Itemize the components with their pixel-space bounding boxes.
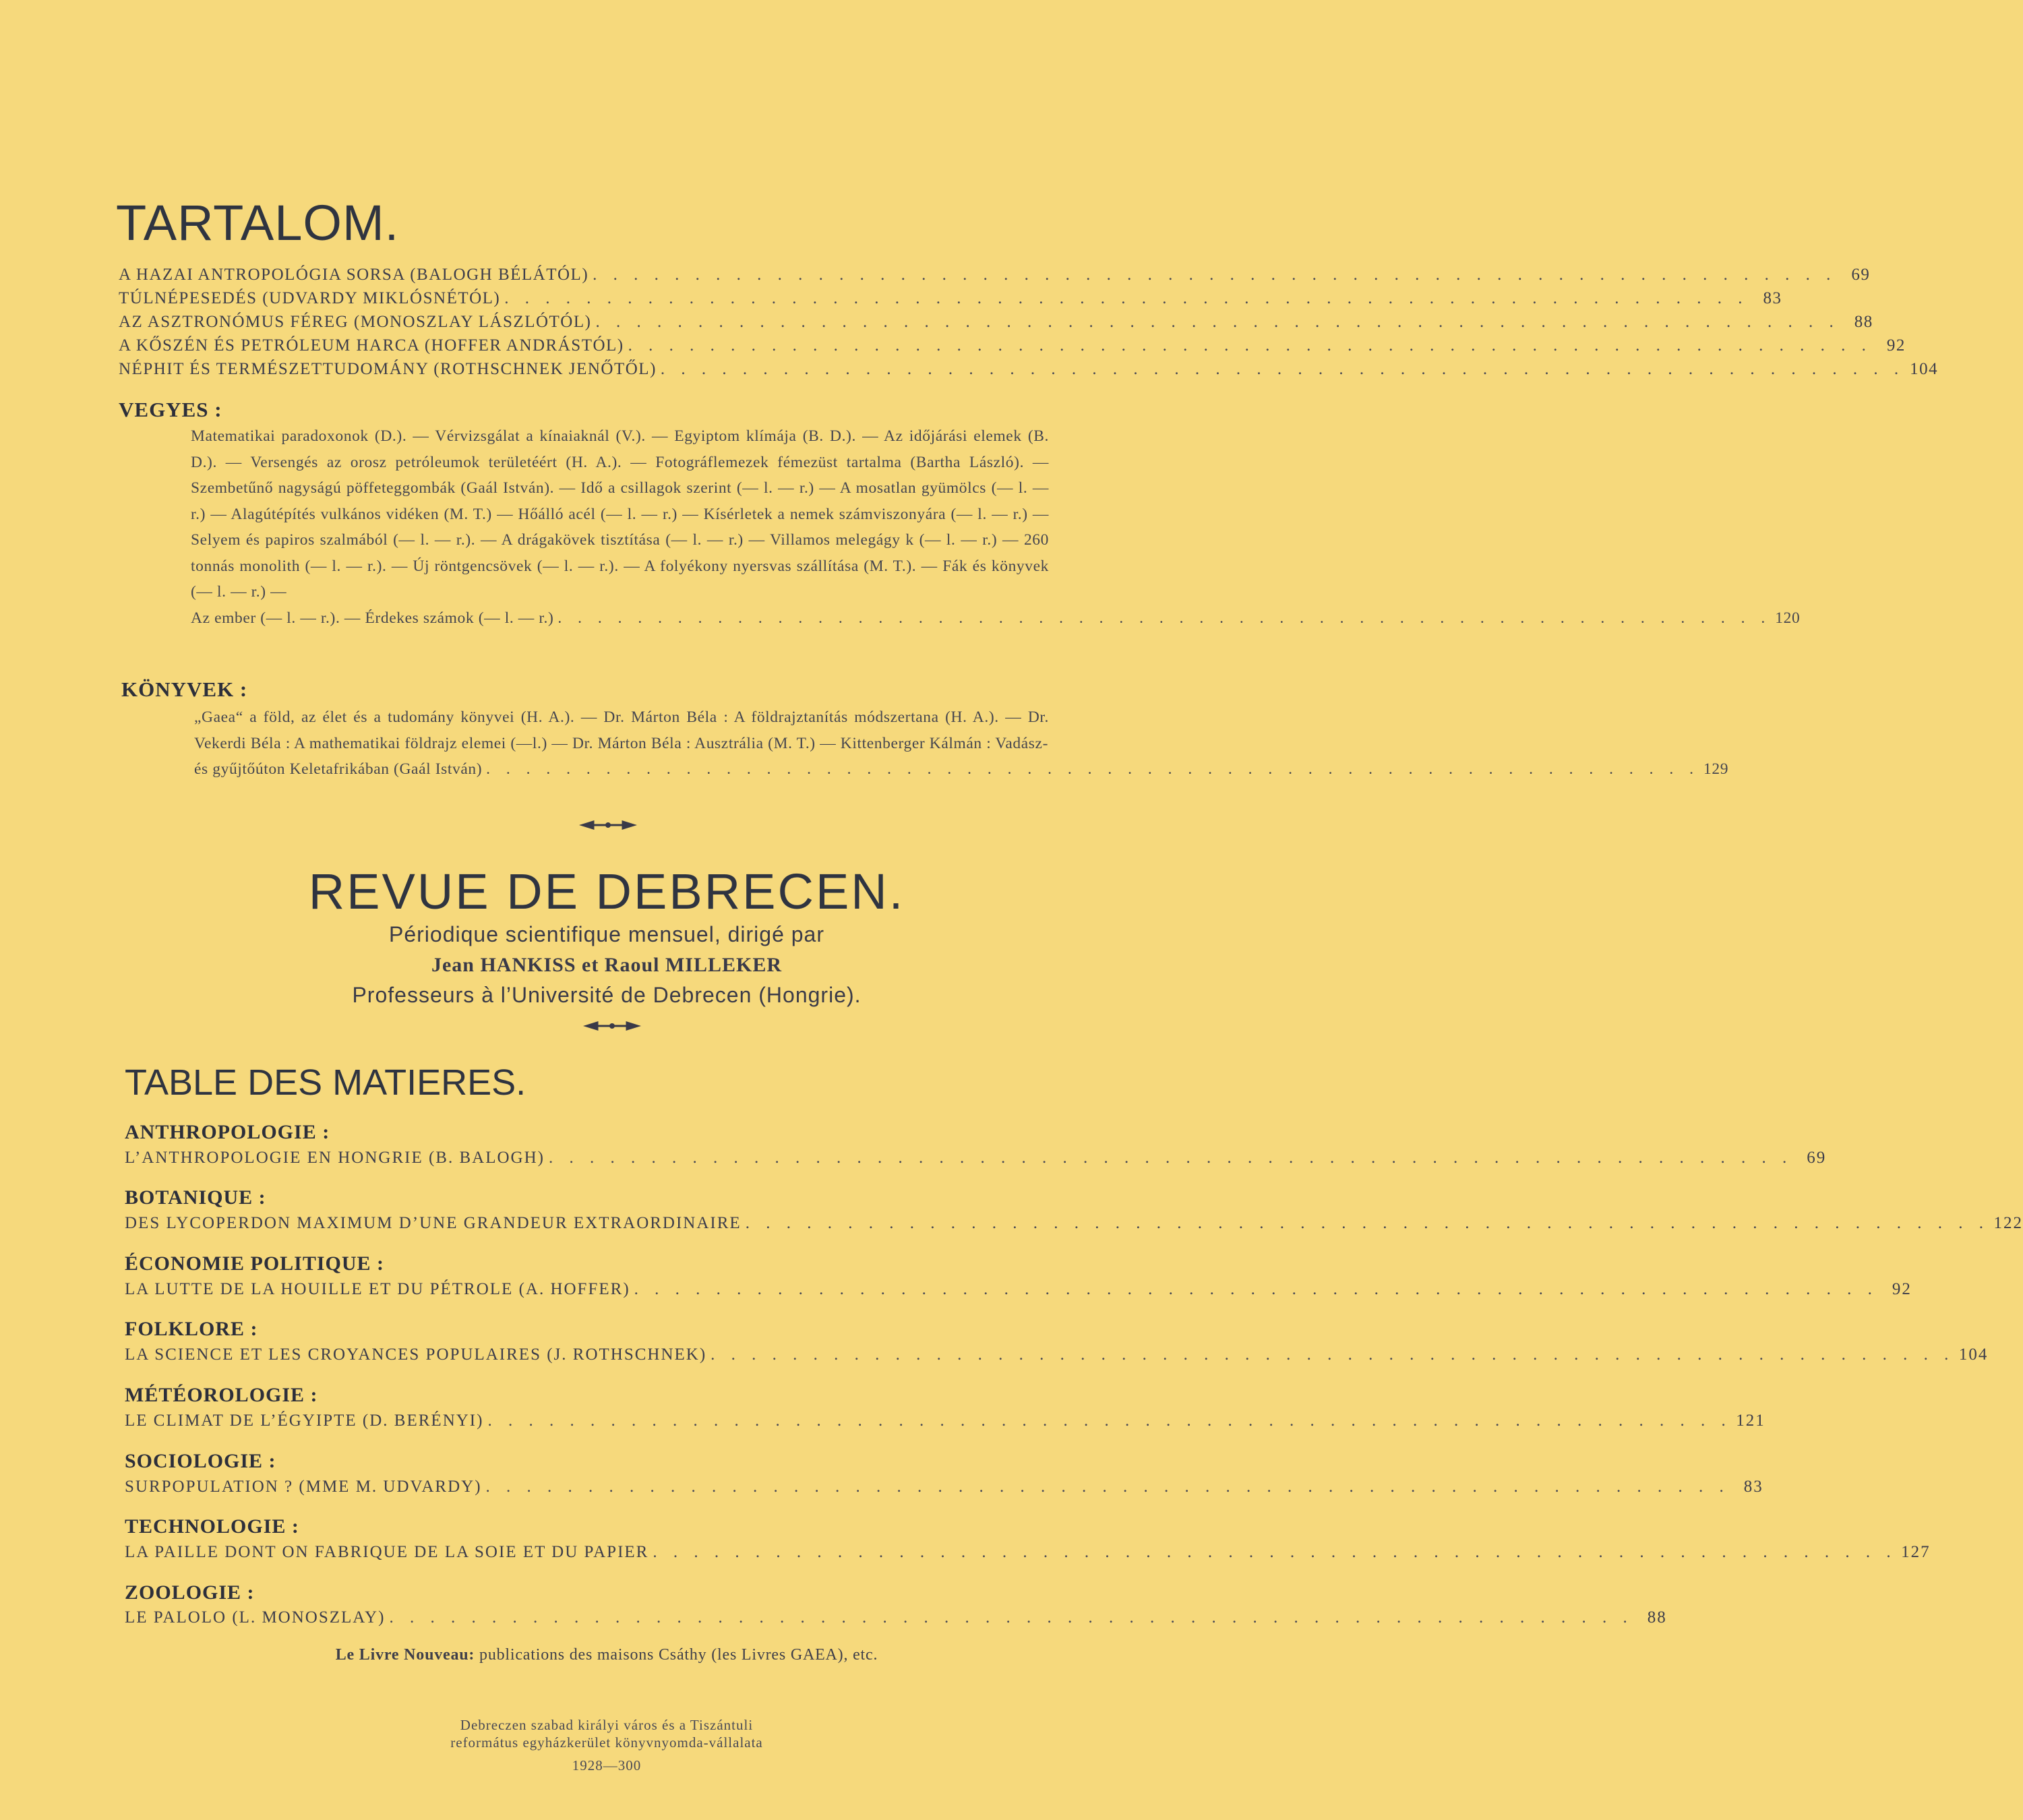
leader-dots: . . . . . . . . . . . . . . . . . . . . . . . . . . . . . . . . . . . . . . . . . . . . . . . . . . . . . . . . . . . . .: [711, 1345, 1955, 1364]
toc-entry-title: TÚLNÉPESEDÉS (UDVARDY MIKLÓSNÉTÓL): [119, 289, 501, 307]
section-entry-title: LA LUTTE DE LA HOUILLE ET DU PÉTROLE (A. HOFFER): [125, 1280, 630, 1298]
section-heading: SOCIOLOGIE :: [125, 1450, 276, 1472]
vegyes-paragraph: [191, 423, 1801, 631]
section-entry-page: 127: [1901, 1543, 1931, 1561]
section-heading: ZOOLOGIE :: [125, 1581, 255, 1604]
ornament-divider: [581, 820, 635, 830]
toc-entry-title: A KŐSZÉN ÉS PETRÓLEUM HARCA (HOFFER ANDRÁSTÓL): [119, 336, 624, 355]
section-heading: BOTANIQUE :: [125, 1186, 266, 1209]
leader-dots: . . . . . . . . . . . . . . . . . . . . . . . . . . . . . . . . . . . . . . . . . . . . . . . . . . . . . . . . . . . . .: [595, 313, 1840, 331]
vegyes-heading: VEGYES :: [119, 398, 222, 421]
section-entry-title: LE CLIMAT DE L’ÉGYIPTE (D. BERÉNYI): [125, 1412, 484, 1430]
section-heading: TECHNOLOGIE :: [125, 1515, 299, 1538]
leader-dots: . . . . . . . . . . . . . . . . . . . . . . . . . . . . . . . . . . . . . . . . . . . . . . . . . . . . . . . . . . . . .: [593, 266, 1837, 284]
ornament-divider: [585, 1021, 639, 1031]
imprint-line-1: Debreczen szabad királyi város és a Tiszántuli: [460, 1717, 754, 1733]
section-entry[interactable]: [125, 1214, 2023, 1233]
toc-entry-title: A HAZAI ANTROPOLÓGIA SORSA (BALOGH BÉLÁTÓL): [119, 266, 589, 284]
toc-title: TARTALOM.: [116, 195, 400, 251]
toc-entry-page: 92: [1886, 336, 1906, 355]
publisher-note-label: Le Livre Nouveau:: [335, 1646, 475, 1664]
toc-entry[interactable]: [119, 263, 1871, 286]
toc-entry[interactable]: [119, 357, 1939, 381]
section-entry[interactable]: [125, 1543, 1931, 1562]
leader-dots: . . . . . . . . . . . . . . . . . . . . . . . . . . . . . . . . . . . . . . . . . . . . . . . . . . . . . . . . . . . . .: [548, 1149, 1793, 1167]
section-entry-page: 92: [1892, 1280, 1912, 1298]
leader-dots: . . . . . . . . . . . . . . . . . . . . . . . . . . . . . . . . . . . . . . . . . . . . . . . . . . . . . . . . . . . . .: [557, 609, 1772, 627]
toc-entry-title: NÉPHIT ÉS TERMÉSZETTUDOMÁNY (ROTHSCHNEK JENŐTŐL): [119, 360, 657, 378]
section-entry-title: LA SCIENCE ET LES CROYANCES POPULAIRES (J. ROTHSCHNEK): [125, 1345, 707, 1364]
leader-dots: . . . . . . . . . . . . . . . . . . . . . . . . . . . . . . . . . . . . . . . . . . . . . . . . . . . . . . . . . . . . .: [653, 1543, 1897, 1561]
toc-entry-page: 104: [1910, 360, 1939, 378]
section-heading: MÉTÉOROLOGIE :: [125, 1384, 318, 1406]
section-entry-page: 104: [1958, 1345, 1989, 1364]
section-entry-page: 121: [1736, 1412, 1765, 1430]
table-title: TABLE DES MATIERES.: [125, 1062, 526, 1103]
section-heading: FOLKLORE :: [125, 1318, 258, 1340]
section-heading: ANTHROPOLOGIE :: [125, 1121, 330, 1143]
section-entry[interactable]: [125, 1608, 1667, 1627]
imprint-line-2: református egyházkerület könyvnyomda-vállalata: [450, 1734, 763, 1751]
vegyes-page: 120: [1775, 609, 1801, 627]
section-entry[interactable]: [125, 1412, 1765, 1430]
section-entry-page: 69: [1807, 1149, 1827, 1167]
section-entry-title: LE PALOLO (L. MONOSZLAY): [125, 1608, 386, 1627]
leader-dots: . . . . . . . . . . . . . . . . . . . . . . . . . . . . . . . . . . . . . . . . . . . . . . . . . . . . . . . . . . . . .: [628, 336, 1872, 355]
vegyes-last-line[interactable]: [191, 605, 1801, 632]
toc-entry-page: 69: [1851, 266, 1871, 284]
leader-dots: . . . . . . . . . . . . . . . . . . . . . . . . . . . . . . . . . . . . . . . . . . . . . . . . . . . . . . . . . . . . .: [486, 760, 1700, 778]
toc-entry-title: AZ ASZTRONÓMUS FÉREG (MONOSZLAY LÁSZLÓTÓL): [119, 313, 592, 331]
section-entry-title: SURPOPULATION ? (MME M. UDVARDY): [125, 1478, 482, 1496]
leader-dots: . . . . . . . . . . . . . . . . . . . . . . . . . . . . . . . . . . . . . . . . . . . . . . . . . . . . . . . . . . . . .: [504, 289, 1749, 307]
section-heading: ÉCONOMIE POLITIQUE :: [125, 1252, 385, 1275]
revue-subtitle: Périodique scientifique mensuel, dirigé par: [388, 922, 824, 946]
revue-affiliation: Professeurs à l’Université de Debrecen (Hongrie).: [352, 983, 862, 1007]
section-entry-title: LA PAILLE DONT ON FABRIQUE DE LA SOIE ET DU PAPIER: [125, 1543, 649, 1561]
toc-entry[interactable]: [119, 310, 1873, 334]
toc-entry[interactable]: [119, 334, 1906, 357]
konyvek-last-line[interactable]: [194, 756, 1729, 783]
section-entry[interactable]: [125, 1149, 1827, 1167]
konyvek-page: 129: [1703, 760, 1729, 778]
konyvek-text: „Gaea“ a föld, az élet és a tudomány könyvei (H. A.). — Dr. Márton Béla : A földrajztanítás módszertana (H. A.). — Dr. Vekerdi Béla : A mathematikai földrajz elemei (—l.) — Dr. Márton Béla : Ausztrália (M. T.) — Kittenberger Kálmán : Vadász-: [194, 708, 1049, 752]
section-entry[interactable]: [125, 1280, 1912, 1299]
section-entry-page: 83: [1743, 1478, 1763, 1496]
section-entry[interactable]: [125, 1478, 1763, 1496]
leader-dots: . . . . . . . . . . . . . . . . . . . . . . . . . . . . . . . . . . . . . . . . . . . . . . . . . . . . . . . . . . . . .: [485, 1478, 1730, 1496]
section-entry-page: 88: [1647, 1608, 1667, 1627]
konyvek-last-text: és gyűjtőúton Keletafrikában (Gaál István): [194, 760, 483, 778]
toc-entry[interactable]: [119, 286, 1782, 310]
section-entry-title: L’ANTHROPOLOGIE EN HONGRIE (B. BALOGH): [125, 1149, 545, 1167]
publisher-note: [0, 1646, 1213, 1664]
konyvek-paragraph: [194, 704, 1729, 783]
leader-dots: . . . . . . . . . . . . . . . . . . . . . . . . . . . . . . . . . . . . . . . . . . . . . . . . . . . . . . . . . . . . .: [660, 360, 1905, 378]
imprint-line-3: 1928—300: [572, 1757, 642, 1773]
section-entry-title: DES LYCOPERDON MAXIMUM D’UNE GRANDEUR EXTRAORDINAIRE: [125, 1214, 742, 1232]
leader-dots: . . . . . . . . . . . . . . . . . . . . . . . . . . . . . . . . . . . . . . . . . . . . . . . . . . . . . . . . . . . . .: [745, 1214, 1989, 1232]
vegyes-last-text: Az ember (— l. — r.). — Érdekes számok (— l. — r.): [191, 609, 554, 627]
leader-dots: . . . . . . . . . . . . . . . . . . . . . . . . . . . . . . . . . . . . . . . . . . . . . . . . . . . . . . . . . . . . .: [487, 1412, 1732, 1430]
revue-editors: Jean HANKISS et Raoul MILLEKER: [431, 954, 783, 976]
publisher-note-text: publications des maisons Csáthy (les Livres GAEA), etc.: [475, 1646, 878, 1664]
leader-dots: . . . . . . . . . . . . . . . . . . . . . . . . . . . . . . . . . . . . . . . . . . . . . . . . . . . . . . . . . . . . .: [634, 1280, 1878, 1298]
toc-list: [119, 263, 1939, 381]
toc-entry-page: 83: [1763, 289, 1782, 307]
konyvek-heading: KÖNYVEK :: [121, 677, 248, 701]
vegyes-text: Matematikai paradoxonok (D.). — Vérvizsgálat a kínaiaknál (V.). — Egyiptom klímája (B. D.). — Az időjárási elemek (B. D.). — Versengés az orosz petróleumok területéért (H. A.). — Fotográflemezek fémezüst tartalma (Bartha László). — Szembetűnő nagyságú pöffeteggombák (Gaál István). — Idő a csillagok szerint (— l. — r.) — A mosatlan gyümölcs (— l. — r.) — Alagútépítés vulkános vidéken (M. T.) — Hőálló acél (— l. — r.) — Kísérletek a nemek számviszonyára (— l. — r.) — Selyem és papiros szalmából (— l. — r.). — A drágakövek tisztítása (— l. — r.) — Villamos melegágy k (— l. — r.) — 260 tonnás monolith (— l. — r.). — Új röntgencsövek (— l. — r.). — A folyékony nyersvas szállítása (M. T.). — Fák és könyvek (— l. — r.) —: [191, 427, 1049, 601]
revue-title: REVUE DE DEBRECEN.: [308, 863, 905, 919]
section-entry-page: 122: [1993, 1214, 2023, 1232]
section-entry[interactable]: [125, 1345, 1989, 1364]
toc-entry-page: 88: [1854, 313, 1873, 331]
leader-dots: . . . . . . . . . . . . . . . . . . . . . . . . . . . . . . . . . . . . . . . . . . . . . . . . . . . . . . . . . . . . .: [389, 1608, 1633, 1627]
